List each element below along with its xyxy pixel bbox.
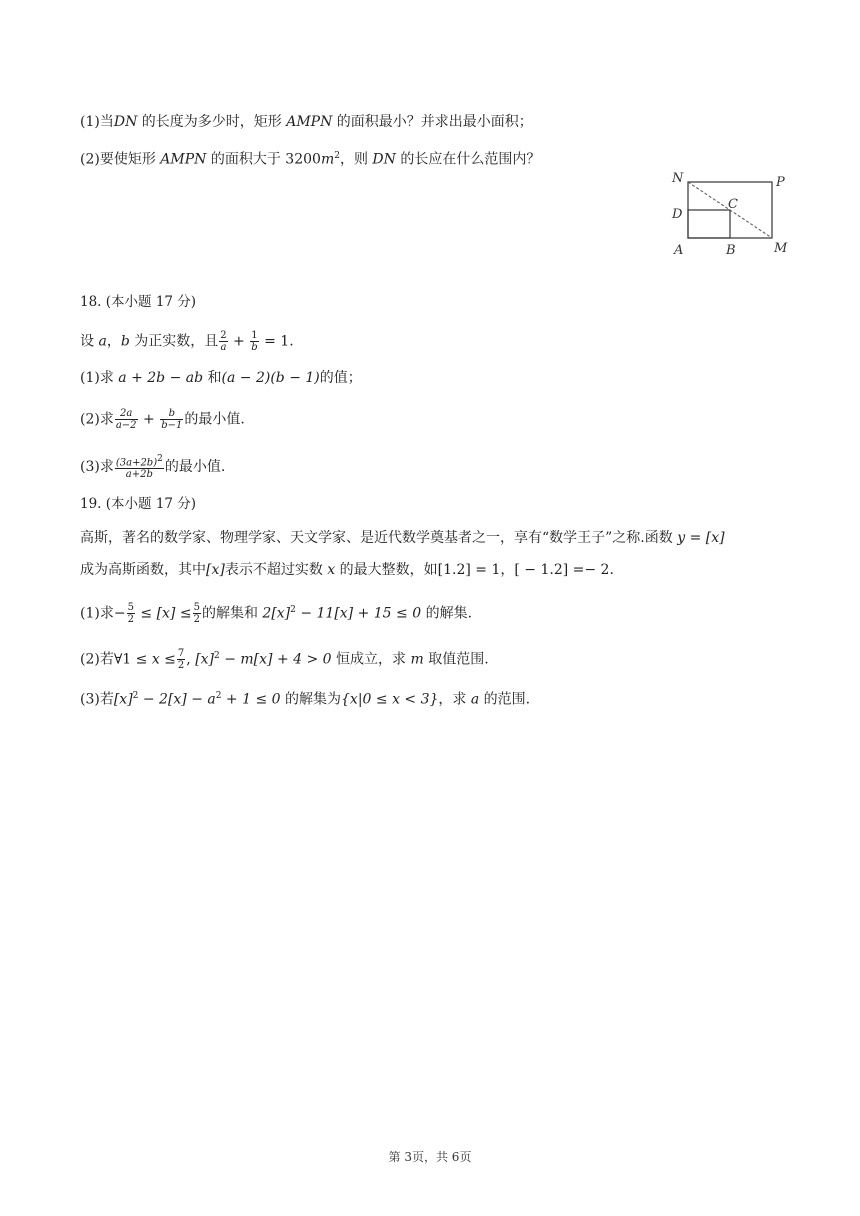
- fraction: $\frac{2}{a}$: [220, 330, 227, 353]
- q19-part3: (3)若$[x]^2 - 2[x] - a^2 + 1 \le 0$ 的解集为{x|0 ≤ x < 3}，求 a 的范围.: [80, 691, 531, 708]
- fraction: $\frac{(3a+2b)2}{a+2b}$: [115, 454, 163, 481]
- label-N: N: [672, 171, 684, 186]
- label-P: P: [776, 175, 785, 190]
- fraction: $\frac{5}{2}$: [193, 602, 200, 626]
- fraction: $\frac{5}{2}$: [127, 602, 134, 626]
- rectangle-figure: [664, 166, 794, 262]
- q19-stem-line2: 成为高斯函数，其中[x]表示不超过实数 x 的最大整数，如[1.2] = 1，[ − 1.2] =− 2.: [80, 562, 614, 578]
- label-A: A: [674, 243, 684, 258]
- fraction: $\frac{1}{b}$: [251, 330, 258, 353]
- q18-stem: 设 a，b 为正实数，且 $\frac{2}{a}$ + $\frac{1}{b}$ = 1.: [80, 330, 294, 353]
- q18-part3: (3)求 $\frac{(3a+2b)2}{a+2b}$ 的最小值.: [80, 454, 226, 481]
- label-C: C: [728, 197, 738, 212]
- label-M: M: [774, 241, 788, 256]
- q18-part2: (2)求 $\frac{2a}{a-2}$ + $\frac{b}{b-1}$ 的最小值.: [80, 408, 245, 431]
- label-D: D: [672, 207, 683, 222]
- q19-title: 19. (本小题 17 分): [80, 496, 197, 512]
- q18-title: 18. (本小题 17 分): [80, 294, 197, 310]
- fraction: $\frac{2a}{a-2}$: [115, 408, 137, 431]
- q19-stem-line1: 高斯，著名的数学家、物理学家、天文学家、是近代数学奠基者之一，享有“数学王子”之称.函数 y = [x]: [80, 530, 725, 546]
- page-footer: 第 3页，共 6页: [388, 1150, 472, 1164]
- rect-abcd: [688, 210, 730, 238]
- fraction: $\frac{b}{b-1}$: [161, 408, 183, 431]
- q17-part1: (1)当DN 的长度为多少时，矩形 AMPN 的面积最小？并求出最小面积；: [80, 114, 533, 130]
- q18-part1: (1)求 a + 2b − ab 和(a − 2)(b − 1)的值；: [80, 370, 362, 386]
- q19-part1: (1)求− $\frac{5}{2}$ ≤ [x] ≤ $\frac{5}{2}$ 的解集和 $2[x]^2 - 11[x] + 15 \le 0$ 的解集.: [80, 602, 473, 626]
- q19-part2: (2)若∀1 ≤ x ≤ $\frac{7}{2}$ , $[x]^2 - m[x] + 4 > 0$ 恒成立，求 m 取值范围.: [80, 648, 489, 672]
- fraction: $\frac{7}{2}$: [177, 648, 185, 672]
- label-B: B: [726, 243, 736, 258]
- q17-part2: (2)要使矩形 AMPN 的面积大于 $3200m^2$，则 DN 的长应在什么范围内？: [80, 151, 541, 168]
